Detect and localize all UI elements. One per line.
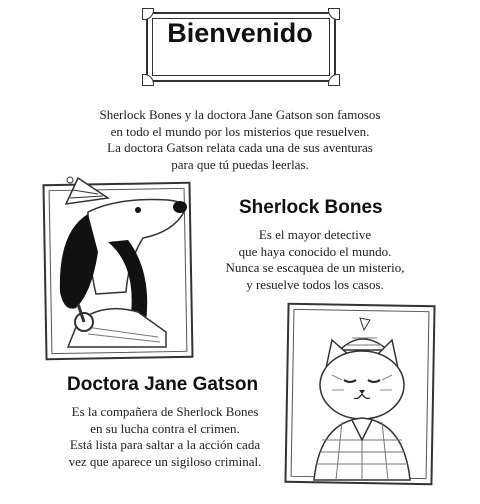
intro-line: Sherlock Bones y la doctora Jane Gatson son famosos — [99, 107, 381, 122]
gatson-description-line: vez que aparece un sigiloso criminal. — [68, 453, 262, 469]
sherlock-description-line: Es el mayor detective — [258, 227, 372, 242]
gatson-cat-illustration — [292, 310, 432, 482]
sherlock-description-line: que haya conocido el mundo. — [238, 243, 392, 259]
sherlock-dog-illustration — [48, 172, 198, 352]
gatson-description-line: en su lucha contra el crimen. — [90, 420, 240, 436]
gatson-description — [40, 404, 290, 470]
gatson-description-line: Está lista para saltar a la acción cada — [69, 437, 261, 452]
intro-line: La doctora Gatson relata cada una de sus aventuras — [107, 140, 373, 155]
frame-corner-ornament — [142, 74, 154, 86]
frame-corner-ornament — [328, 74, 340, 86]
intro-paragraph — [40, 107, 440, 173]
intro-line: en todo el mundo por los misterios que resuelven. — [110, 123, 370, 139]
sherlock-description-line: y resuelve todos los casos. — [246, 276, 384, 292]
page-title: Bienvenido — [167, 18, 313, 48]
gatson-name-heading: Doctora Jane Gatson — [67, 374, 259, 395]
sherlock-name-heading: Sherlock Bones — [239, 197, 383, 218]
gatson-description-line: Es la compañera de Sherlock Bones — [71, 404, 259, 419]
intro-line: para que tú puedas leerlas. — [171, 156, 309, 172]
sherlock-description-line: Nunca se escaquea de un misterio, — [225, 260, 405, 275]
sherlock-description — [200, 227, 430, 293]
